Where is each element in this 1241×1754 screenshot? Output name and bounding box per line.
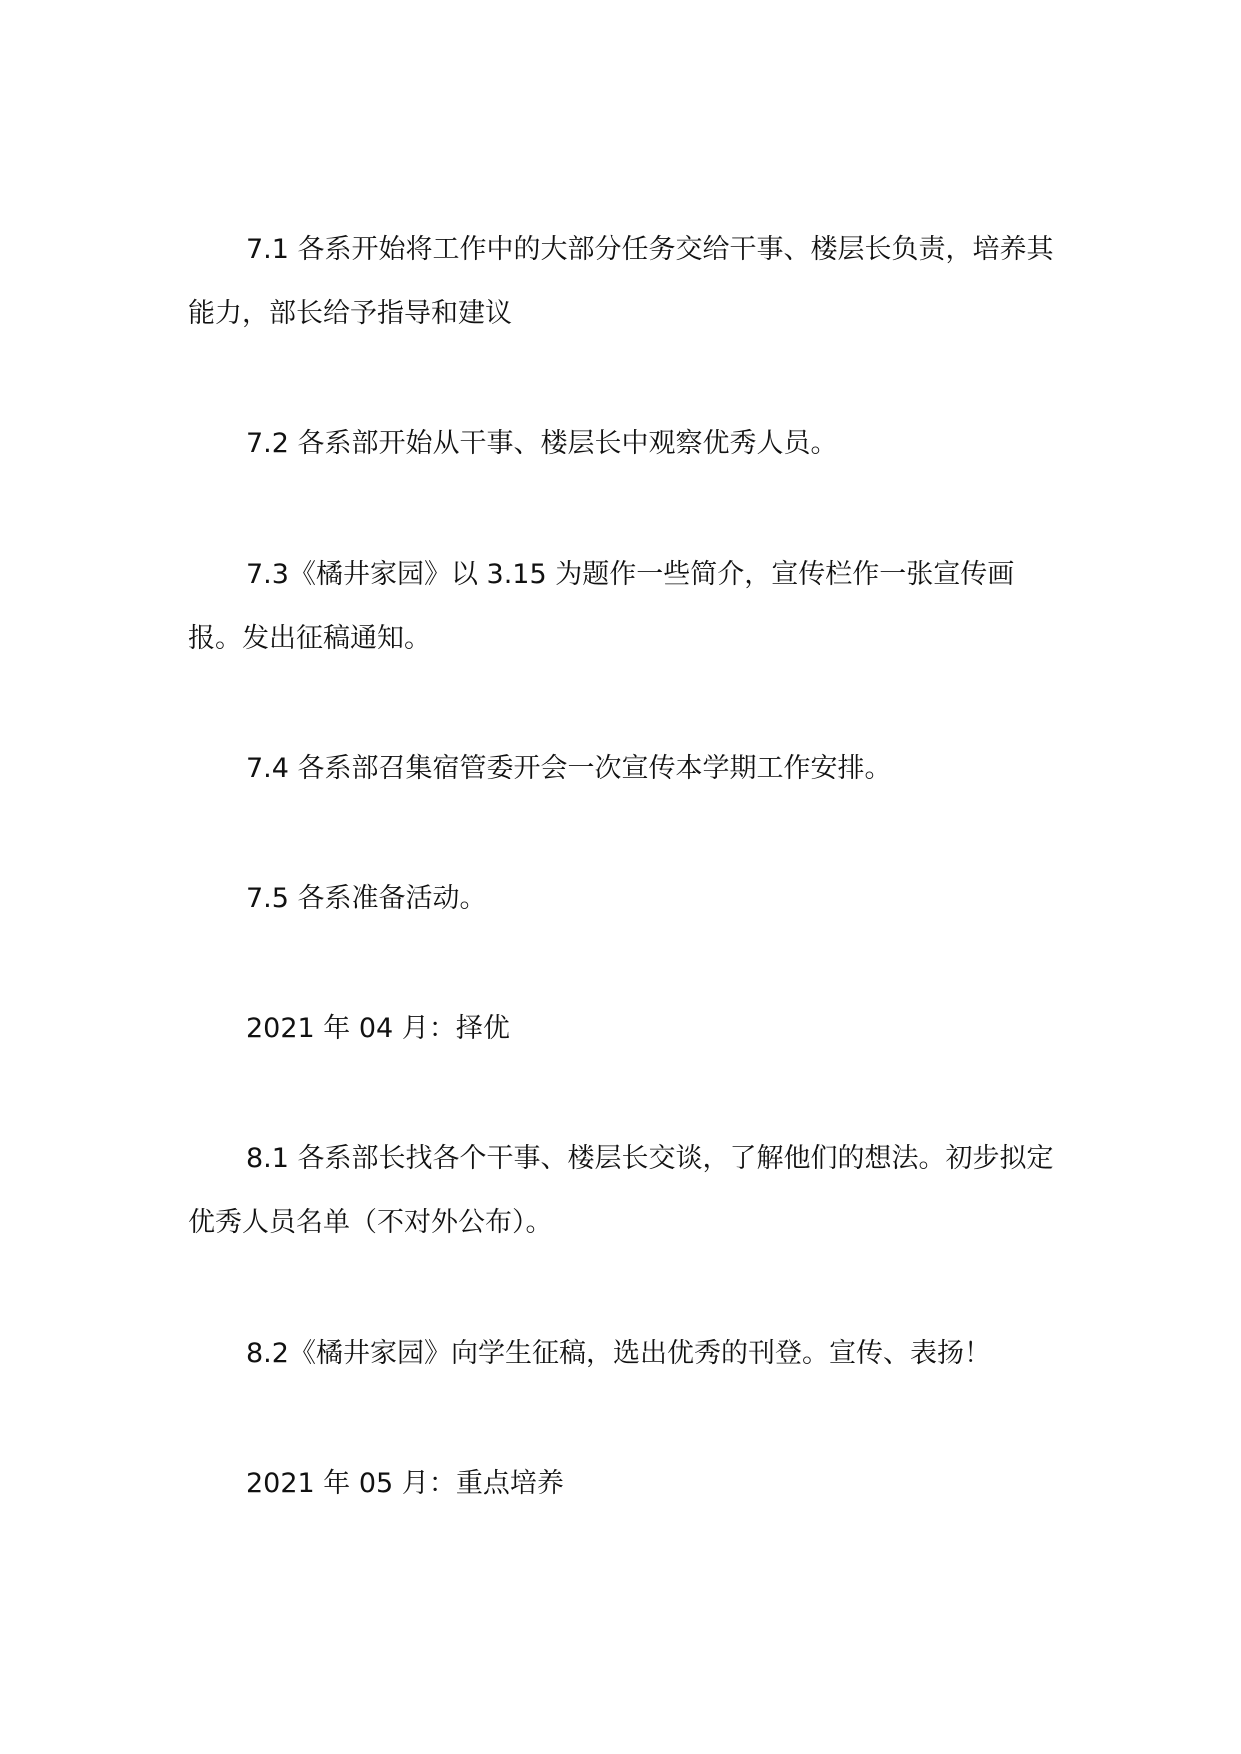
paragraph-7-4: 7.4 各系部召集宿管委开会一次宣传本学期工作安排。: [246, 753, 892, 784]
paragraph-7-2: 7.2 各系部开始从干事、楼层长中观察优秀人员。: [246, 428, 838, 459]
paragraph-8-2: 8.2《橘井家园》向学生征稿，选出优秀的刊登。宣传、表扬！: [246, 1338, 991, 1369]
paragraph-7-5: 7.5 各系准备活动。: [246, 883, 487, 914]
heading-may: 2021 年 05 月：重点培养: [246, 1468, 564, 1499]
paragraph-7-3: 7.3《橘井家园》以 3.15 为题作一些简介，宣传栏作一张宣传画报。发出征稿通知。: [188, 559, 1015, 654]
heading-april: 2021 年 04 月：择优: [246, 1013, 510, 1044]
paragraph-8-1: 8.1 各系部长找各个干事、楼层长交谈，了解他们的想法。初步拟定优秀人员名单（不对外公布）。: [188, 1143, 1054, 1238]
paragraph-7-1: 7.1 各系开始将工作中的大部分任务交给干事、楼层长负责，培养其能力，部长给予指导和建议: [188, 234, 1054, 329]
